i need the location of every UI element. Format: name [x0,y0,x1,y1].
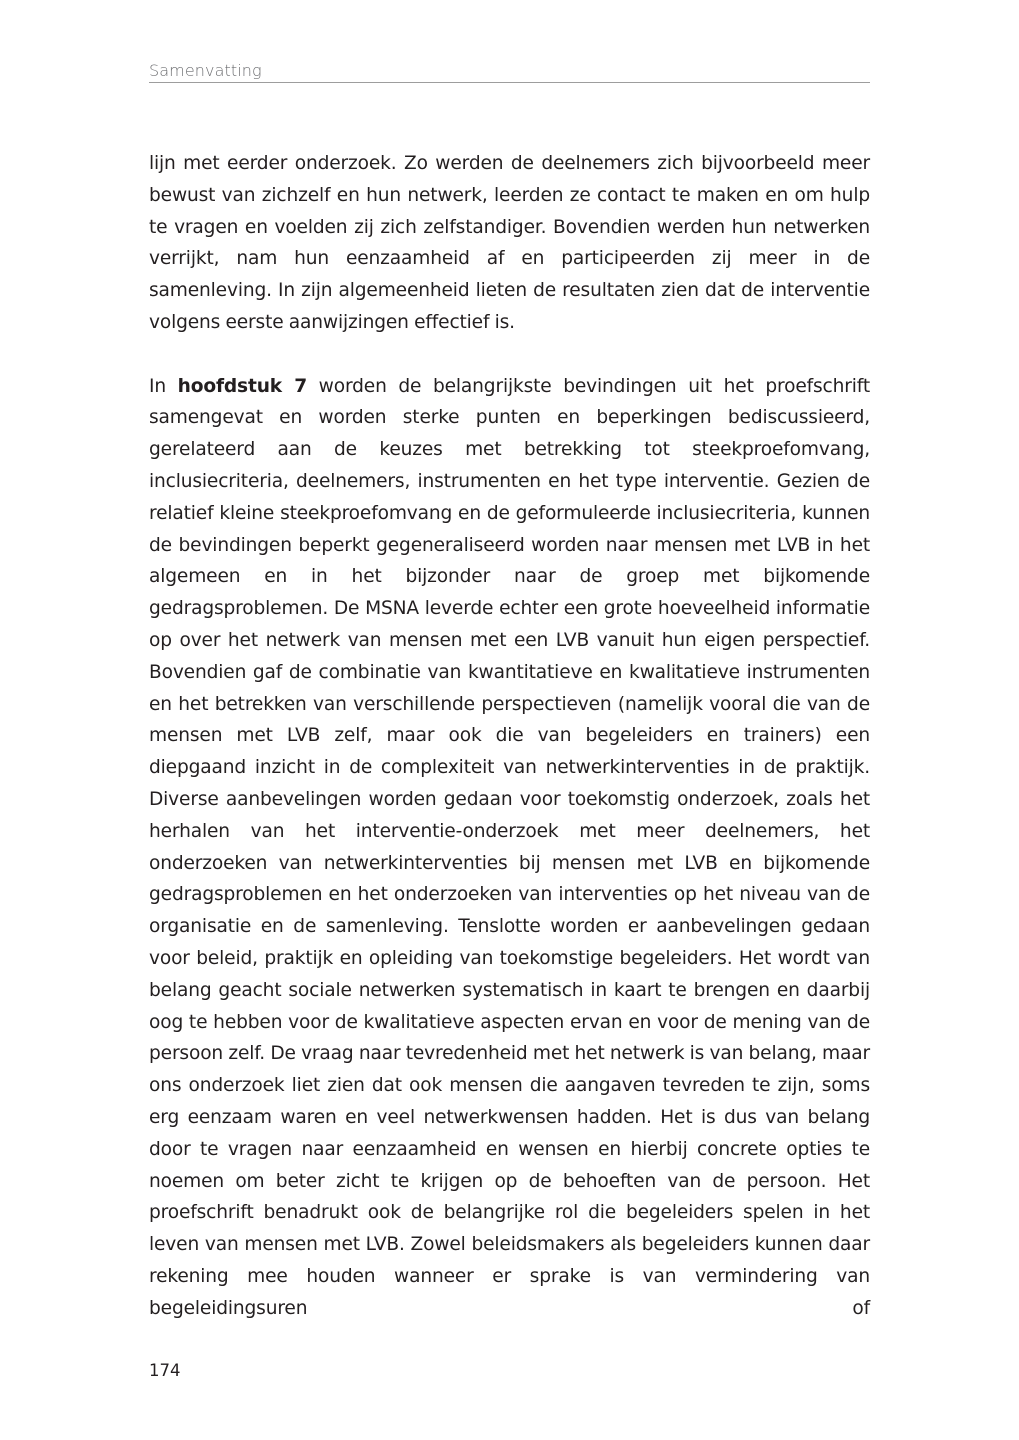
paragraph-2-text: worden de belangrijkste bevindingen uit het proefschrift samengevat en worden sterke punten en beperkingen bediscussieerd, gerelateerd aan de keuzes met betrekking tot steekproefomvang, inclusiecriteria, deelnemers, instrumenten en het type interventie. Gezien de relatief kleine steekproefomvang en de geformuleerde inclusiecriteria, kunnen de bevindingen beperkt gegeneraliseerd worden naar mensen met LVB in het algemeen en in het bijzonder naar de groep met bijkomende gedragsproblemen. De MSNA leverde echter een grote hoeveelheid informatie op over het netwerk van mensen met een LVB vanuit hun eigen perspectief. Bovendien gaf de combinatie van kwantitatieve en kwalitatieve instrumenten en het betrekken van verschillende perspectieven (namelijk vooral die van de mensen met LVB zelf, maar ook die van begeleiders en trainers) een diepgaand inzicht in de complexiteit van netwerkinterventies in de praktijk. Diverse aanbevelingen worden gedaan voor toekomstig onderzoek, zoals het herhalen van het interventie-onderzoek met meer deelnemers, het onderzoeken van netwerkinterventies bij mensen met LVB en bijkomende gedragsproblemen en het onderzoeken van interventies op het niveau van de organisatie en de samenleving. Tenslotte worden er aanbevelingen gedaan voor beleid, praktijk en opleiding van toekomstige begeleiders. Het wordt van belang geacht sociale netwerken systematisch in kaart te brengen en daarbij oog te hebben voor de kwalitatieve aspecten ervan en voor de mening van de persoon zelf. De vraag naar tevredenheid met het netwerk is van belang, maar ons onderzoek liet zien dat ook mensen die aangaven tevreden te zijn, soms erg eenzaam waren en veel netwerkwensen hadden. Het is dus van belang door te vragen naar eenzaamheid en wensen en hierbij concrete opties te noemen om beter zicht te krijgen op de behoeften van de persoon. Het proefschrift benadrukt ook de belangrijke rol die begeleiders spelen in het leven van mensen met LVB. Zowel beleidsmakers als begeleiders kunnen daar rekening mee houden wanneer er sprake is van vermindering van begeleidingsuren of [149,375,870,1319]
paragraph-2 [149,371,870,1325]
running-header [149,60,870,83]
paragraph-2-prefix: In [149,375,178,397]
body-text [149,148,870,1324]
paragraph-1: lijn met eerder onderzoek. Zo werden de deelnemers zich bijvoorbeeld meer bewust van zichzelf en hun netwerk, leerden ze contact te maken en om hulp te vragen en voelden zij zich zelfstandiger. Bovendien werden hun netwerken verrijkt, nam hun eenzaamheid af en participeerden zij meer in de samenleving. In zijn algemeenheid lieten de resultaten zien dat de interventie volgens eerste aanwijzingen effectief is. [149,153,870,333]
page-number: 174 [149,1361,181,1380]
chapter-reference: hoofdstuk 7 [177,375,308,397]
paragraph-spacer [149,339,870,371]
running-header-title: Samenvatting [149,61,262,80]
